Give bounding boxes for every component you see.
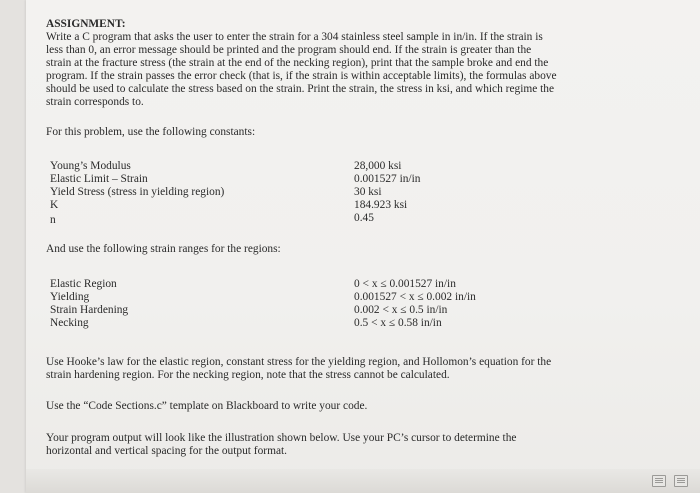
constant-name: n — [50, 214, 56, 226]
layout-view-icon[interactable] — [674, 475, 688, 487]
constant-value: 0.001527 in/in — [354, 173, 421, 185]
intro-line: program. If the strain passes the error check (that is, if the strain is within acceptable limits), the formulas above — [46, 70, 557, 82]
assignment-heading: ASSIGNMENT: — [46, 18, 126, 30]
constant-value: 0.45 — [354, 212, 374, 224]
intro-line: strain at the fracture stress (the strain at the end of the necking region), print that the sample broke and end the — [46, 57, 549, 69]
constant-name: Young’s Modulus — [50, 160, 131, 172]
hooke-line: Use Hooke’s law for the elastic region, constant stress for the yielding region, and Hollomon’s equation for the — [46, 356, 552, 368]
range-value: 0 < x ≤ 0.001527 in/in — [354, 278, 456, 290]
constant-name: Yield Stress (stress in yielding region) — [50, 186, 225, 198]
output-line: Your program output will look like the illustration shown below. Use your PC’s cursor to determine the — [46, 432, 517, 444]
range-name: Strain Hardening — [50, 304, 129, 316]
ranges-intro: And use the following strain ranges for the regions: — [46, 243, 281, 255]
document-page — [26, 0, 700, 493]
range-name: Yielding — [50, 291, 90, 303]
range-value: 0.002 < x ≤ 0.5 in/in — [354, 304, 448, 316]
constant-value: 184.923 ksi — [354, 199, 408, 211]
constants-intro: For this problem, use the following constants: — [46, 126, 256, 138]
constant-value: 28,000 ksi — [354, 160, 402, 172]
document-view-icon[interactable] — [652, 475, 666, 487]
intro-line: strain corresponds to. — [46, 96, 144, 108]
range-name: Necking — [50, 317, 89, 329]
hooke-line: strain hardening region. For the necking region, note that the stress cannot be calculated. — [46, 369, 450, 381]
intro-line: less than 0, an error message should be printed and the program should end. If the strain is greater than the — [46, 44, 532, 56]
constant-name: K — [50, 199, 59, 211]
constant-name: Elastic Limit – Strain — [50, 173, 148, 185]
output-line: horizontal and vertical spacing for the output format. — [46, 445, 288, 457]
range-value: 0.5 < x ≤ 0.58 in/in — [354, 317, 442, 329]
constant-value: 30 ksi — [354, 186, 382, 198]
range-name: Elastic Region — [50, 278, 117, 290]
range-value: 0.001527 < x ≤ 0.002 in/in — [354, 291, 476, 303]
intro-line: should be used to calculate the stress based on the strain. Print the strain, the stress in ksi, and which regime the — [46, 83, 555, 95]
status-bar — [26, 469, 700, 493]
template-line: Use the “Code Sections.c” template on Blackboard to write your code. — [46, 400, 368, 412]
intro-line: Write a C program that asks the user to enter the strain for a 304 stainless steel sample in in/in. If the strain is — [46, 31, 543, 43]
